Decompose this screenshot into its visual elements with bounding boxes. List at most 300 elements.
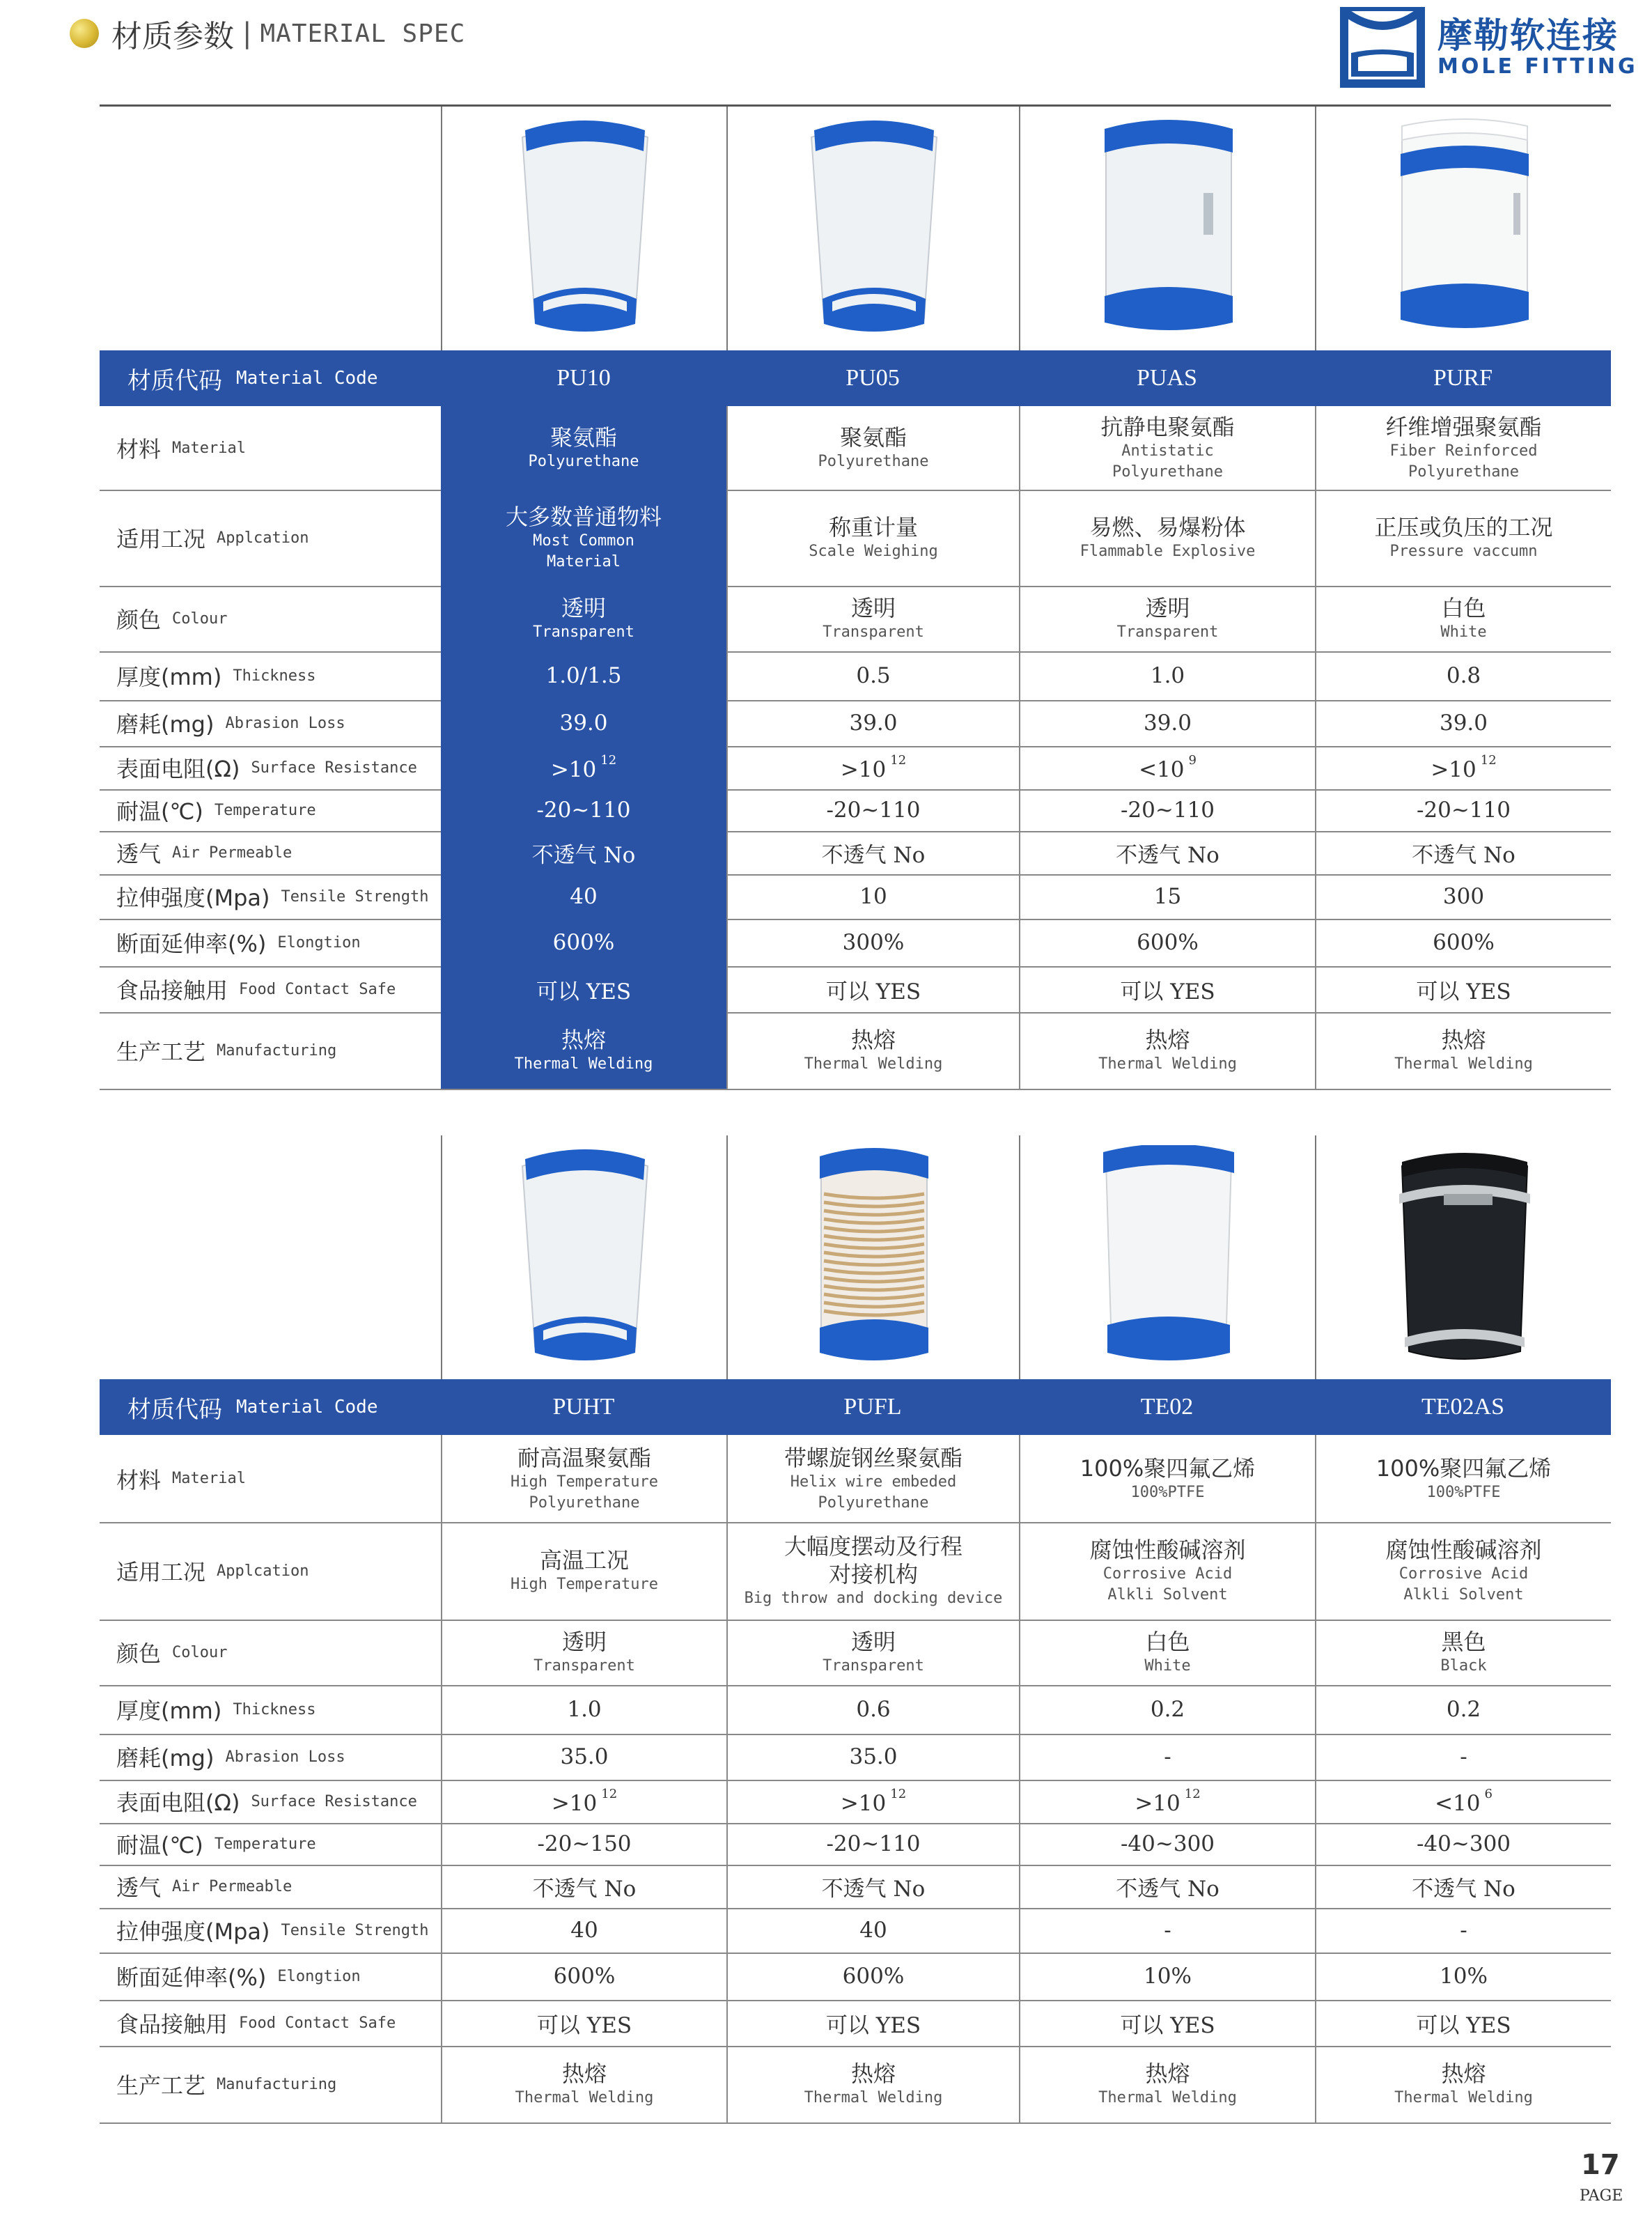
spec-cell [441,831,726,874]
cell-cn: 热熔 [1441,2060,1486,2087]
cell-value [552,1787,617,1816]
title-separator: | [242,17,252,49]
cell-cn: 热熔 [561,1027,606,1053]
cell-value: 不透气 No [532,1876,637,1902]
spec-cell [1315,1435,1611,1522]
product-image-cell [441,1135,728,1379]
resistance-base: <10 [1139,757,1185,782]
cell-value: 0.6 [856,1697,891,1722]
cell-value: -20~110 [1416,798,1511,823]
spec-cell [726,1435,1019,1522]
cell-cn: 热熔 [1145,2060,1190,2087]
spec-cell [726,1780,1019,1823]
cell-cn: 聚氨酯 [550,424,617,451]
row-label-en: Manufacturing [217,1041,337,1059]
resistance-base: >10 [1431,757,1476,782]
material-code-cell: PUFL [843,1394,902,1420]
spec-cell [1019,406,1315,490]
page-label: PAGE [1580,2187,1623,2205]
row-label [116,700,345,746]
cell-en: Transparent [823,623,924,641]
spec-cell [1315,1865,1611,1908]
spec-cell [1315,490,1611,586]
cell-value: -20~110 [826,1831,921,1856]
cell-en: Polyurethane [528,453,639,470]
spec-row-temperature [100,789,1611,832]
cell-value: 600% [552,930,615,955]
resistance-base: >10 [840,757,887,782]
cell-cn: 抗静电聚氨酯 [1100,414,1235,440]
material-code-cell: PURF [1433,365,1493,391]
row-label [116,1620,228,1685]
spec-cell [441,789,726,831]
product-image-cell [1019,1135,1316,1379]
spec-cell [726,1012,1019,1089]
spec-cell [441,1685,726,1734]
spec-cell [1315,919,1611,966]
cell-en: Most Common Material [533,532,634,570]
cell-cn: 透明 [850,595,896,621]
product-image-cell [1315,107,1612,350]
row-label-cn: 颜色 [116,607,162,633]
spec-cell [441,700,726,746]
row-label [116,1435,246,1522]
cell-value: -20~150 [537,1831,632,1856]
spec-cell [1315,746,1611,789]
row-label-en: Air Permeable [172,1877,293,1895]
spec-row-food [100,966,1611,1014]
row-label [116,1734,345,1780]
row-label [116,1908,428,1953]
spec-cell [1019,700,1315,746]
cell-en: Antistatic Polyurethane [1112,442,1223,481]
cell-value: 35.0 [849,1744,898,1769]
material-code-cell: TE02AS [1421,1394,1504,1420]
cell-value: 0.5 [856,663,891,688]
product-image-cell [726,107,1020,350]
spec-cell [1315,2000,1611,2046]
cell-value [1135,1787,1200,1816]
cell-value: -40~300 [1120,1831,1215,1856]
row-label-en: Food Contact Safe [239,980,396,998]
cell-value: - [1460,1744,1467,1769]
spec-row-material [100,1435,1611,1523]
spec-cell [441,1823,726,1865]
cell-cn: 黑色 [1441,1629,1486,1655]
row-label-en: Food Contact Safe [239,2014,396,2032]
cell-value: 40 [570,884,598,909]
spec-row-application [100,1522,1611,1621]
row-label-en: Temperature [214,801,316,819]
cell-en: Corrosive Acid Alkli Solvent [1102,1565,1233,1604]
spec-cell [441,874,726,919]
spec-cell [441,1780,726,1823]
spec-row-material [100,406,1611,491]
cell-value: 39.0 [559,711,608,736]
resistance-exponent: 12 [1184,1787,1201,1801]
spec-cell [441,1865,726,1908]
cell-value: 39.0 [1439,711,1488,736]
row-label-en: Tensile Strength [281,1921,429,1939]
cell-en: Helix wire embeded Polyurethane [790,1473,957,1512]
spec-cell [726,406,1019,490]
row-label [116,789,316,831]
cell-value: 10% [1440,1964,1488,1989]
cell-cn: 称重计量 [828,514,918,541]
cell-value: 600% [1433,930,1495,955]
cell-en: Scale Weighing [809,543,938,560]
spec-cell [1315,700,1611,746]
row-label-cn: 厚度(mm) [116,664,222,690]
cell-cn: 100%聚四氟乙烯 [1080,1454,1256,1482]
cell-cn: 大多数普通物料 [505,504,662,530]
cell-value: 40 [859,1918,887,1943]
spec-cell [441,919,726,966]
cell-value: -20~110 [536,798,631,823]
spec-cell [726,874,1019,919]
cell-value: 600% [842,1964,905,1989]
row-label [116,874,428,919]
row-label-cn: 表面电阻(Ω) [116,1790,240,1816]
row-label-en: Elongtion [277,1967,361,1985]
spec-cell [726,1685,1019,1734]
spec-cell [441,1435,726,1522]
row-label-cn: 拉伸强度(Mpa) [116,1918,270,1945]
row-label-cn: 材料 [116,436,162,463]
cell-cn: 带螺旋钢丝聚氨酯 [784,1444,963,1471]
row-label-cn: 适用工况 [116,526,206,552]
spec-cell [441,586,726,651]
spec-cell [1019,1620,1315,1685]
material-code-cell: PU10 [556,365,611,391]
spec-cell [1019,490,1315,586]
cell-en: 100%PTFE [1426,1483,1501,1501]
cell-value: 300 [1442,884,1485,909]
spec-cell [1315,1620,1611,1685]
spec-row-manufacturing [100,2046,1611,2124]
cell-en: Flammable Explosive [1080,543,1256,560]
spec-cell [726,2046,1019,2122]
spec-cell [1315,1734,1611,1780]
row-label-cn: 食品接触用 [116,977,228,1004]
product-image-cell [1315,1135,1612,1379]
spec-cell [441,1620,726,1685]
spec-cell [1315,586,1611,651]
title-en: MATERIAL SPEC [260,19,466,48]
cell-cn: 大幅度摆动及行程 对接机构 [784,1533,963,1588]
row-label-en: Applcation [217,1562,309,1580]
cell-en: Black [1440,1657,1487,1675]
row-label [116,1012,336,1089]
title-cn: 材质参数 [111,19,234,54]
cell-value: 不透气 No [1116,1876,1219,1902]
cell-cn: 腐蚀性酸碱溶剂 [1089,1537,1246,1563]
cell-value: 1.0 [1150,663,1185,688]
cell-cn: 透明 [850,1629,896,1655]
spec-row-tensile [100,874,1611,920]
cell-en: White [1144,1657,1191,1675]
spec-cell [1019,831,1315,874]
cell-cn: 白色 [1441,595,1486,621]
cell-cn: 耐高温聚氨酯 [517,1444,651,1471]
spec-cell [1019,1953,1315,2000]
cell-cn: 透明 [561,595,606,621]
spec-cell [1019,789,1315,831]
cell-en: Thermal Welding [804,2089,943,2106]
spec-table-2 [100,1135,1611,2106]
spec-cell [726,586,1019,651]
resistance-exponent: 6 [1484,1787,1493,1801]
cell-value: 40 [570,1918,598,1943]
cell-en: Transparent [1116,623,1219,641]
cell-value: 0.8 [1446,663,1481,688]
spec-cell [726,1823,1019,1865]
spec-cell [441,1522,726,1620]
row-label-en: Thickness [233,667,316,685]
row-label-en: Material [172,439,246,457]
product-image-cell [726,1135,1020,1379]
spec-cell [441,1953,726,2000]
cell-value [551,753,616,782]
spec-row-air [100,1865,1611,1909]
row-label [116,406,246,490]
cell-value: 0.2 [1150,1697,1185,1722]
row-label-en: Abrasion Loss [225,714,345,732]
cell-value: 15 [1153,884,1182,909]
row-label-cn: 断面延伸率(%) [116,931,267,957]
spec-cell [1315,966,1611,1012]
cell-value: 39.0 [849,711,898,736]
row-label-en: Surface Resistance [251,1792,417,1810]
row-label [116,966,396,1012]
row-label [116,490,309,586]
row-label-en: Thickness [233,1700,316,1718]
resistance-exponent: 12 [600,753,617,768]
spec-cell [1019,746,1315,789]
cell-en: Transparent [533,1657,635,1675]
row-label-en: Colour [172,1643,228,1661]
row-label-cn: 颜色 [116,1640,162,1667]
spec-cell [726,700,1019,746]
spec-cell [441,746,726,789]
row-label [116,1823,316,1865]
spec-cell [1315,651,1611,700]
cell-value: 10 [859,884,887,909]
row-label-en: Temperature [214,1835,316,1853]
material-code-cell: TE02 [1140,1394,1194,1420]
row-label-en: Material [172,1470,246,1487]
cell-value: 可以 YES [536,2012,632,2038]
material-code-row [100,1379,1611,1435]
cell-cn: 聚氨酯 [839,424,907,451]
spec-row-thickness [100,1685,1611,1735]
row-label-cn: 食品接触用 [116,2011,228,2037]
spec-cell [1019,1012,1315,1089]
spec-cell [726,1953,1019,2000]
row-label [116,919,361,966]
cell-en: Thermal Welding [1098,1055,1237,1073]
image-row [100,1135,1611,1379]
bullet-icon [70,19,99,48]
spec-row-abrasion [100,700,1611,747]
spec-cell [1019,874,1315,919]
cell-cn: 高温工况 [539,1547,629,1574]
cell-en: Thermal Welding [515,2089,654,2106]
spec-cell [441,1908,726,1953]
row-label [116,1953,361,2000]
spec-cell [441,406,726,490]
cell-value: - [1460,1918,1467,1943]
row-label [116,651,316,700]
cell-cn: 热熔 [1145,1027,1190,1053]
spec-cell [1315,1522,1611,1620]
cell-en: Transparent [823,1657,924,1675]
spec-cell [1315,874,1611,919]
cell-value: 600% [1137,930,1199,955]
spec-cell [1315,1685,1611,1734]
cell-cn: 白色 [1145,1629,1190,1655]
spec-cell [441,966,726,1012]
spec-cell [726,651,1019,700]
image-row [100,107,1611,350]
cell-value: -20~110 [1120,798,1215,823]
cell-cn: 100%聚四氟乙烯 [1376,1454,1552,1482]
spec-cell [1019,919,1315,966]
cell-cn: 正压或负压的工况 [1374,514,1553,541]
resistance-base: >10 [840,1791,887,1816]
row-label-en: Tensile Strength [281,887,429,906]
transparent-blue-rim-sleeve-image [515,1145,655,1368]
spec-row-temperature [100,1823,1611,1866]
cell-value: 不透气 No [821,842,926,868]
spec-cell [726,919,1019,966]
cell-en: Corrosive Acid Alkli Solvent [1398,1565,1529,1604]
cell-value: 可以 YES [1416,2012,1511,2038]
cell-value [841,1787,906,1816]
spec-row-manufacturing [100,1012,1611,1090]
label-en: Material Code [236,368,378,389]
spec-row-elongation [100,1953,1611,2001]
label-cn: 材质代码 [127,366,222,395]
spec-cell [726,966,1019,1012]
product-image-cell [1019,107,1316,350]
row-label-en: Colour [172,610,228,628]
resistance-exponent: 12 [890,1787,907,1801]
cell-value: 可以 YES [536,979,632,1004]
logo-icon [1337,6,1428,89]
spec-row-tensile [100,1908,1611,1954]
row-label [116,1522,309,1620]
row-label-cn: 厚度(mm) [116,1698,222,1724]
brand-logo [1337,6,1644,89]
cell-en: Polyurethane [818,453,929,470]
white-ptfe-sleeve-image [1099,1145,1238,1368]
spec-cell [1315,1012,1611,1089]
spec-cell [726,2000,1019,2046]
resistance-exponent: 12 [1480,753,1497,768]
cell-en: Thermal Welding [1098,2089,1237,2106]
row-label [116,2000,396,2046]
cell-en: Thermal Welding [514,1055,653,1073]
row-label [116,1685,316,1734]
spec-cell [1315,1953,1611,2000]
cell-value [1139,753,1197,782]
cell-value: 300% [842,930,905,955]
row-label [116,1865,292,1908]
cell-value: -20~110 [826,798,921,823]
spec-cell [1019,2000,1315,2046]
spec-table-1 [100,107,1611,1073]
cell-value: 35.0 [560,1744,609,1769]
spec-row-elongation [100,919,1611,968]
spec-cell [1019,1823,1315,1865]
spec-row-abrasion [100,1734,1611,1781]
row-label-cn: 生产工艺 [116,1039,206,1065]
white-fiber-sleeve-image [1395,116,1534,339]
spec-cell [1315,406,1611,490]
spec-cell [1019,651,1315,700]
spec-row-air [100,831,1611,876]
row-label-en: Air Permeable [172,844,293,862]
cell-en: White [1440,623,1487,641]
row-label-en: Elongtion [277,933,361,952]
material-code-cell: PUAS [1137,365,1197,391]
row-label-en: Applcation [217,529,309,547]
spec-cell [726,789,1019,831]
cell-value: 1.0 [567,1697,602,1722]
black-ptfe-sleeve-clamps-image [1395,1145,1534,1368]
spec-cell [1019,1780,1315,1823]
cell-cn: 透明 [1145,595,1190,621]
cell-cn: 透明 [561,1629,607,1655]
cell-en: High Temperature Polyurethane [511,1473,658,1512]
spec-row-resistance [100,746,1611,791]
cell-value: 0.2 [1446,1697,1481,1722]
cell-en: Thermal Welding [1394,1055,1533,1073]
cell-value: - [1164,1744,1171,1769]
page-number: 17 [1581,2149,1620,2181]
spec-cell [726,1522,1019,1620]
section-title [70,13,465,54]
cell-cn: 腐蚀性酸碱溶剂 [1385,1537,1542,1563]
cell-value: 不透气 No [1116,842,1219,868]
material-code-label [127,350,378,406]
spec-cell [1315,1823,1611,1865]
transparent-blue-rim-sleeve-image [515,116,655,339]
cell-en: Thermal Welding [804,1055,943,1073]
cell-value: 可以 YES [825,979,921,1004]
cell-value: 不透气 No [1412,842,1515,868]
spec-cell [1315,2046,1611,2122]
logo-en: MOLE FITTING [1437,54,1638,79]
cell-value [841,753,906,782]
spec-cell [1019,1685,1315,1734]
spec-cell [1019,1435,1315,1522]
page-header [0,0,1652,104]
row-label-cn: 适用工况 [116,1559,206,1585]
row-label-en: Abrasion Loss [225,1748,345,1766]
row-label [116,1780,417,1823]
spec-cell [441,490,726,586]
row-label-cn: 拉伸强度(Mpa) [116,885,270,911]
spec-cell [1315,831,1611,874]
cell-value: 不透气 No [531,842,636,868]
spec-cell [726,831,1019,874]
spec-cell [1019,2046,1315,2122]
antistatic-sleeve-image [1099,116,1238,339]
spec-cell [441,1012,726,1089]
cell-en: Thermal Welding [1394,2089,1533,2106]
